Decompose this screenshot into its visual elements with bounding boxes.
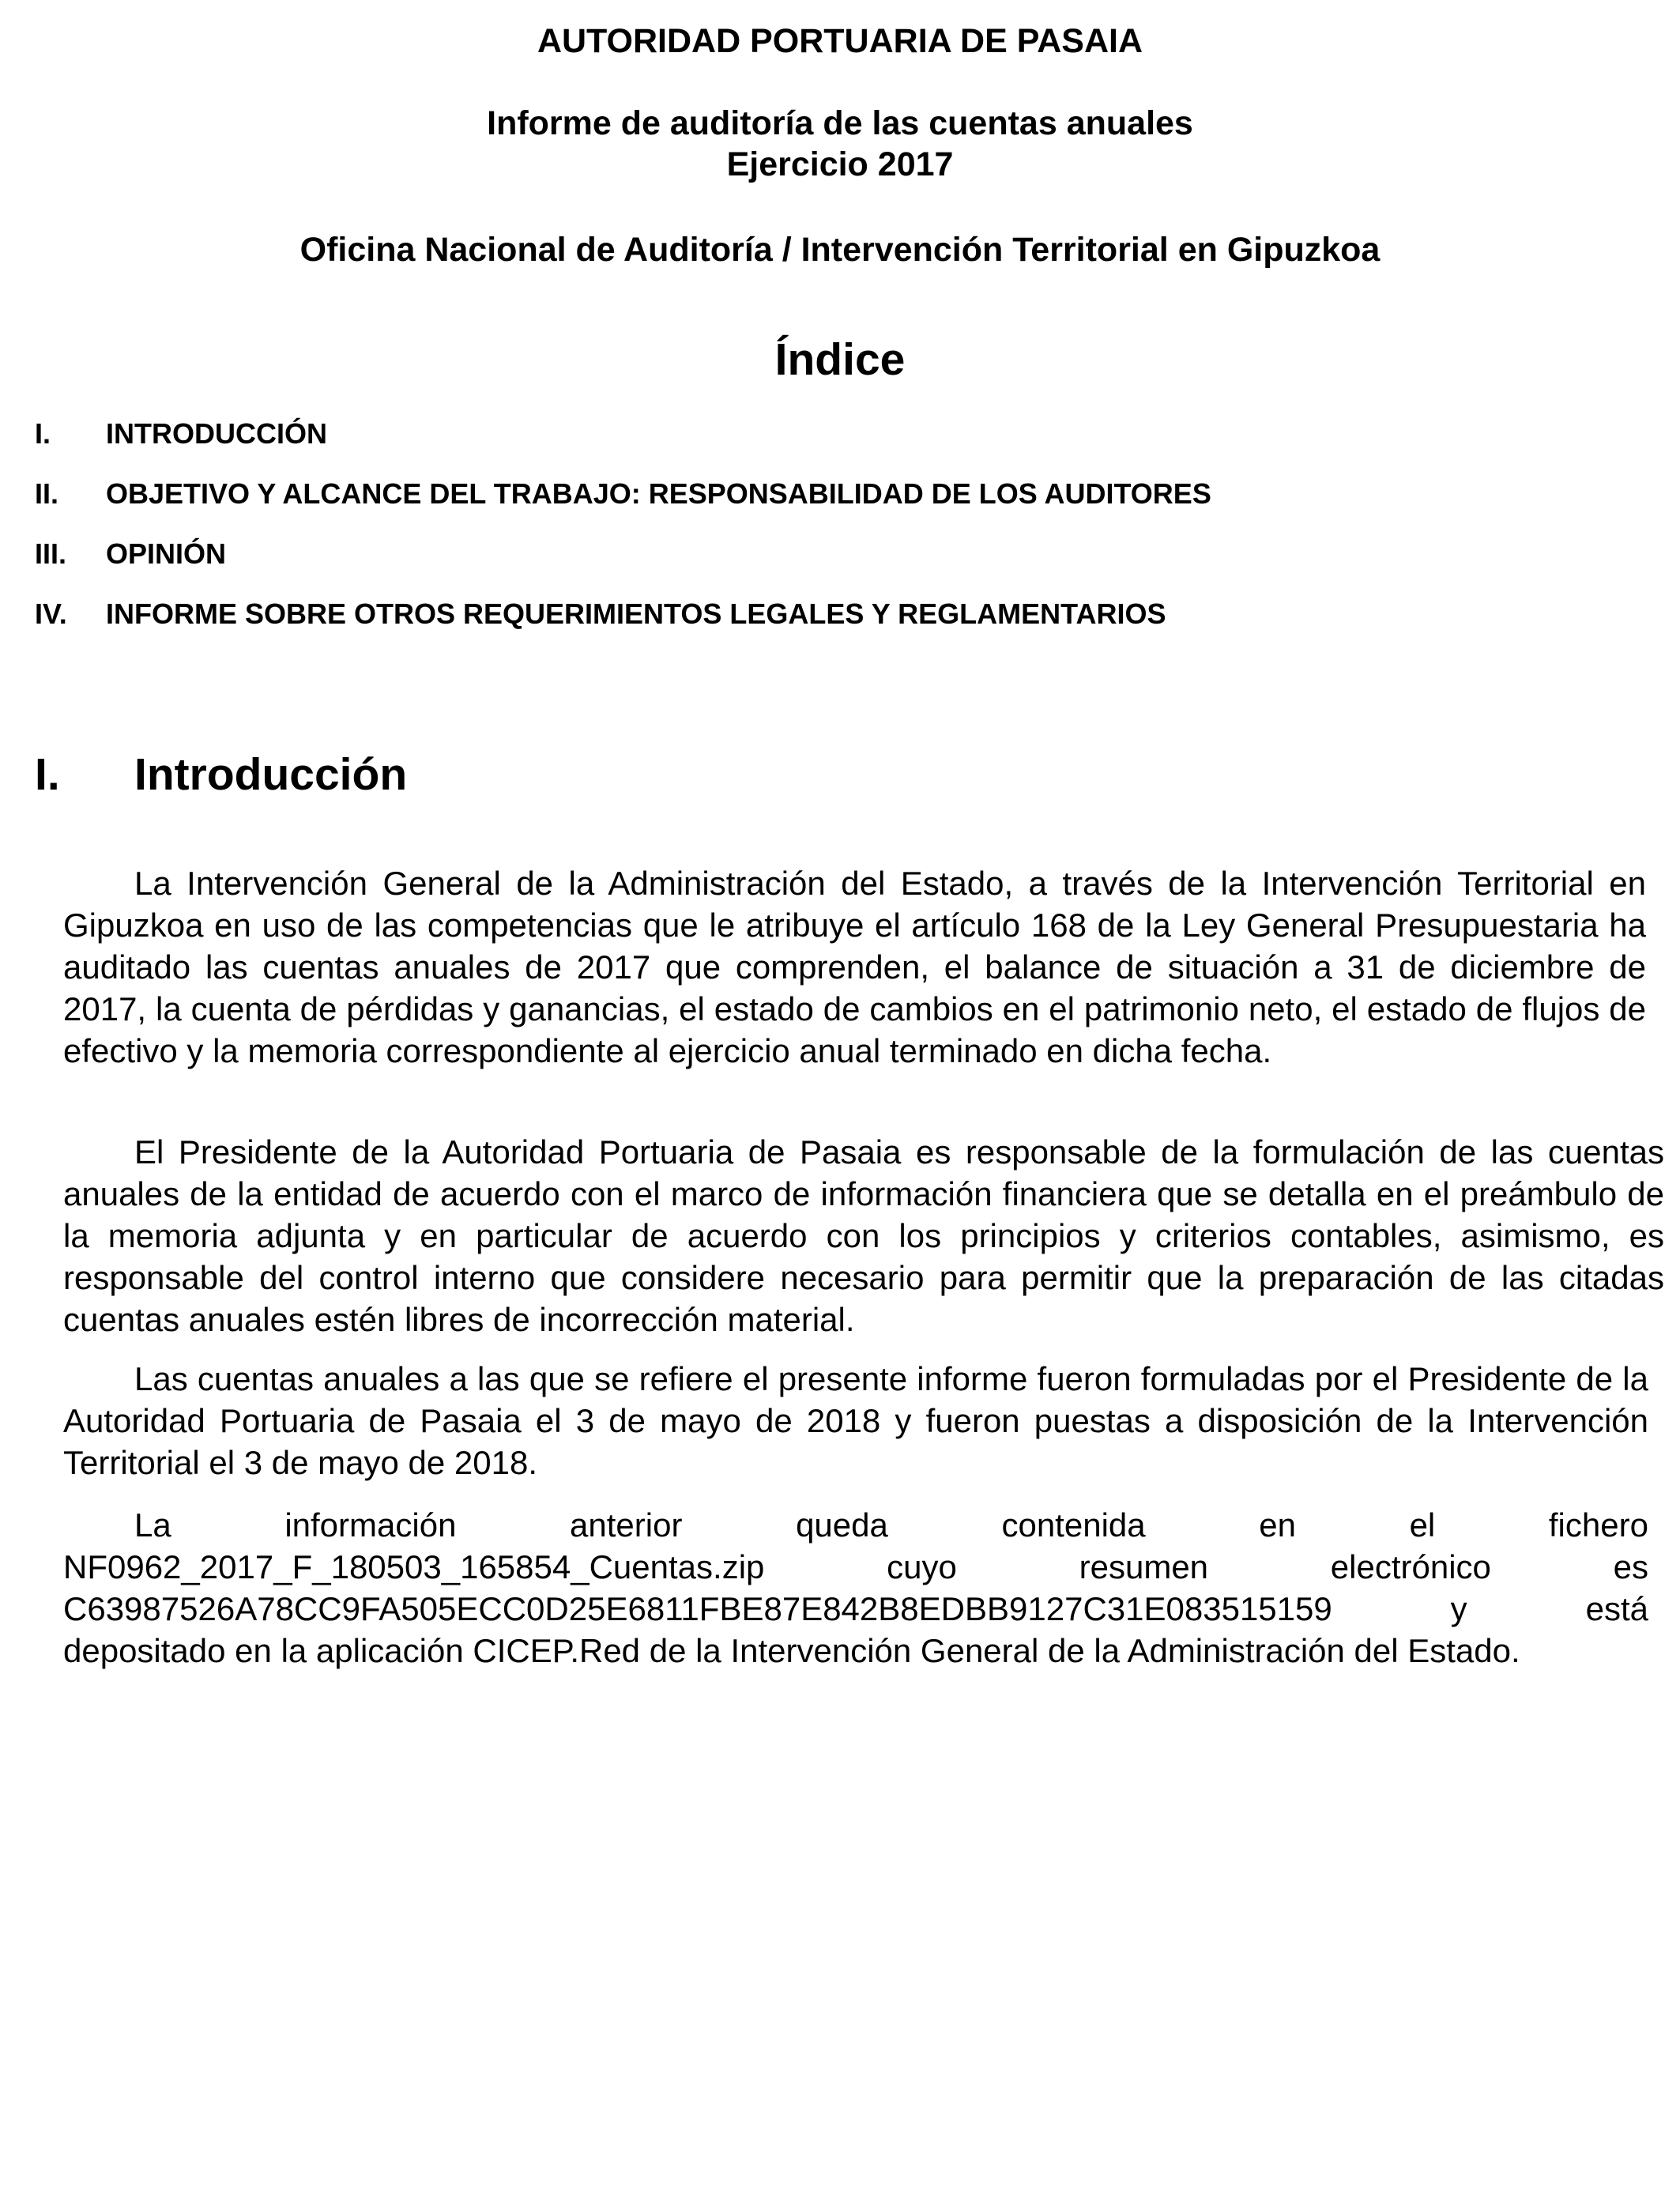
index-title: Índice: [774, 334, 906, 385]
paragraph-4-line-3: [63, 1588, 1648, 1630]
word: está: [1585, 1590, 1648, 1627]
paragraph-3: Las cuentas anuales a las que se refiere el presente informe fueron formuladas por el Presidente de la Autoridad Portuaria de Pasaia el 3 de mayo de 2018 y fueron puestas a disposición de la Intervención Territorial el 3 de mayo de 2018.: [63, 1360, 1648, 1481]
paragraph-2: El Presidente de la Autoridad Portuaria de Pasaia es responsable de la formulación de las cuentas anuales de la entidad de acuerdo con el marco de información financiera que se detalla en el preámbulo de la memoria adjunta y en particular de acuerdo con los principios y criterios contables, asimismo, es responsable del control interno que considere necesario para permitir que la preparación de las citadas cuentas anuales estén libres de incorrección material.: [63, 1133, 1664, 1338]
toc-item-label: OPINIÓN: [106, 537, 227, 570]
report-title: Informe de auditoría de las cuentas anuales: [487, 104, 1193, 142]
toc-item-label: OBJETIVO Y ALCANCE DEL TRABAJO: RESPONSABILIDAD DE LOS AUDITORES: [106, 477, 1211, 510]
toc-item-label: INFORME SOBRE OTROS REQUERIMIENTOS LEGALES Y REGLAMENTARIOS: [106, 598, 1166, 630]
word: cuyo: [887, 1548, 957, 1585]
toc-item-label: INTRODUCCIÓN: [106, 417, 327, 450]
toc-item-number: I.: [35, 417, 51, 450]
word: información: [284, 1506, 457, 1544]
paragraph-4: [63, 1504, 1648, 1672]
section-title: Introducción: [134, 749, 408, 800]
word: electrónico: [1330, 1548, 1491, 1585]
word: resumen: [1079, 1548, 1209, 1585]
fiscal-year: Ejercicio 2017: [726, 145, 954, 183]
word: en: [1259, 1506, 1296, 1544]
section-number: I.: [35, 749, 60, 800]
word: La: [134, 1506, 171, 1544]
word: es: [1613, 1548, 1648, 1585]
toc-item-number: II.: [35, 477, 59, 510]
paragraph-4-line-1: [63, 1504, 1648, 1546]
word: queda: [796, 1506, 888, 1544]
file-hash: C63987526A78CC9FA505ECC0D25E6811FBE87E842B8EDBB9127C31E083515159: [63, 1590, 1332, 1627]
word: contenida: [1001, 1506, 1146, 1544]
word: anterior: [570, 1506, 683, 1544]
paragraph-4-line-2: [63, 1546, 1648, 1588]
office-heading: Oficina Nacional de Auditoría / Intervención Territorial en Gipuzkoa: [299, 231, 1381, 269]
toc-item-number: IV.: [35, 598, 67, 630]
word: el: [1409, 1506, 1436, 1544]
word: fichero: [1548, 1506, 1648, 1544]
file-name: NF0962_2017_F_180503_165854_Cuentas.zip: [63, 1548, 765, 1585]
toc-item-number: III.: [35, 537, 67, 570]
paragraph-4-line-4: depositado en la aplicación CICEP.Red de la Intervención General de la Administración del Estado.: [63, 1632, 1520, 1669]
organization-heading: AUTORIDAD PORTUARIA DE PASAIA: [537, 22, 1143, 60]
paragraph-1: La Intervención General de la Administración del Estado, a través de la Intervención Territorial en Gipuzkoa en uso de las competencias que le atribuye el artículo 168 de la Ley General Presupuestaria ha auditado las cuentas anuales de 2017 que comprenden, el balance de situación a 31 de diciembre de 2017, la cuenta de pérdidas y ganancias, el estado de cambios en el patrimonio neto, el estado de flujos de efectivo y la memoria correspondiente al ejercicio anual terminado en dicha fecha.: [63, 865, 1646, 1069]
word: y: [1450, 1590, 1467, 1627]
